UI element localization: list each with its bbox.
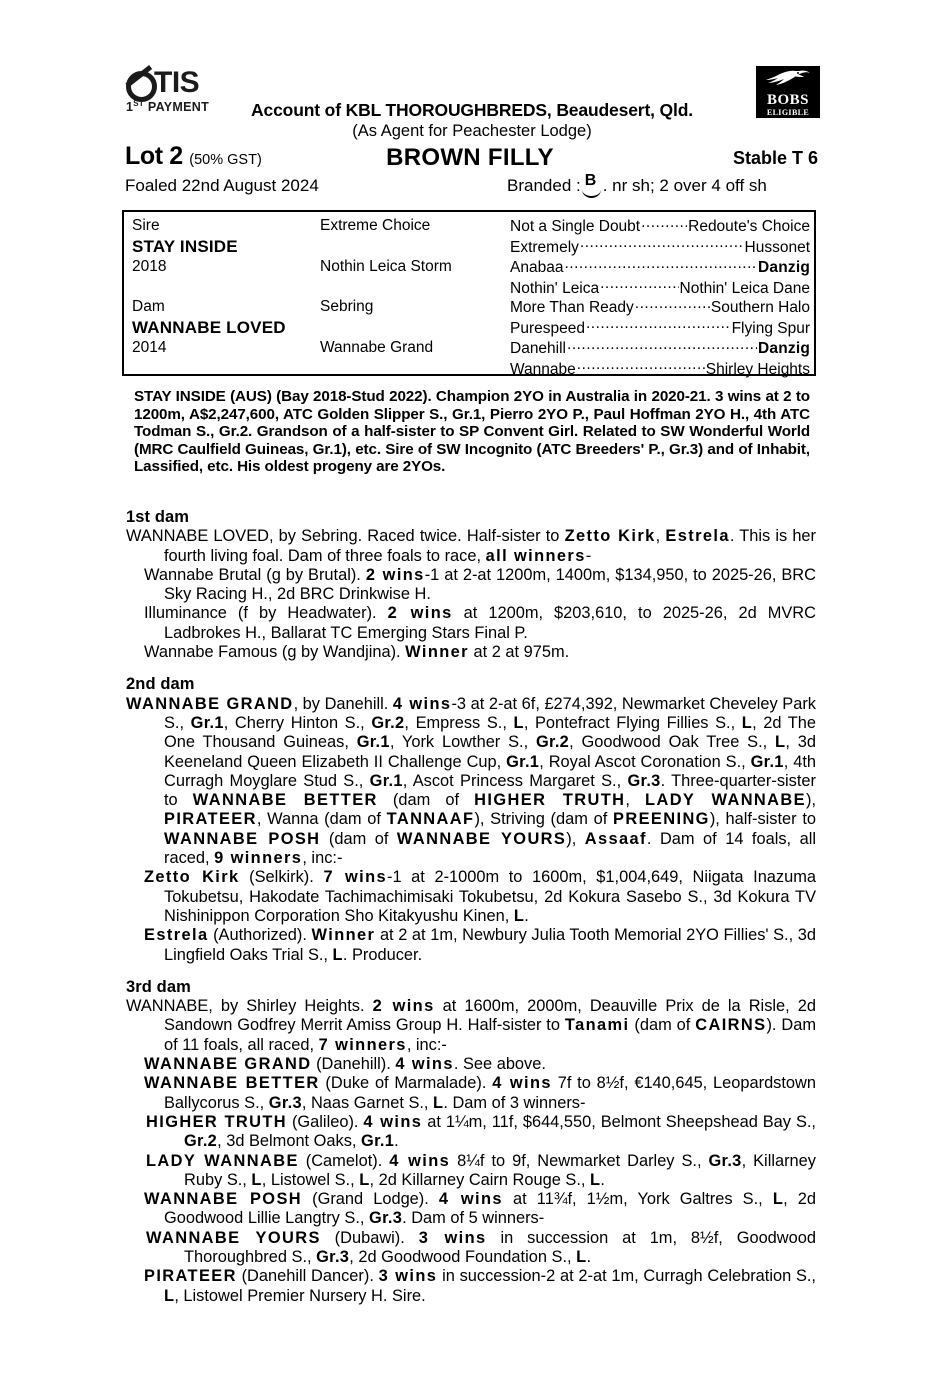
sire-name: STAY INSIDE bbox=[132, 236, 238, 256]
pedigree-leader-row: Danehill ..... Danzig bbox=[510, 338, 810, 359]
pedigree-entry: Wannabe Brutal (g by Brutal). 2 wins-1 at 2-at 1200m, 1400m, $134,950, to 2025-26, BRC Sky Racing H., 2d BRC Drinkwise H. bbox=[144, 565, 816, 604]
pedigree-entry: WANNABE LOVED, by Sebring. Raced twice. Half-sister to Zetto Kirk, Estrela. This is her fourth living foal. Dam of three foals to race, all winners- bbox=[126, 527, 817, 565]
sire-role-label: Sire bbox=[132, 217, 160, 234]
pedigree-dam-block bbox=[124, 293, 814, 378]
pedigree-sire-column-2 bbox=[320, 216, 506, 278]
pedigree-leader-row: More Than Ready ..... Southern Halo bbox=[510, 297, 810, 318]
pedigree-entry: PIRATEER (Danehill Dancer). 3 wins in succession-2 at 2-at 1m, Curragh Celebration S., L, Listowel Premier Nursery H. Sire. bbox=[144, 1267, 816, 1305]
lot-row bbox=[122, 142, 818, 176]
pedigree-entry: WANNABE POSH (Grand Lodge). 4 wins at 11¾f, 1½m, York Galtres S., L, 2d Goodwood Lillie Langtry S., Gr.3. Dam of 5 winners- bbox=[144, 1190, 816, 1228]
foaled-branded-row bbox=[122, 172, 818, 202]
lot-gst-note: (50% GST) bbox=[189, 152, 262, 168]
dam-of-sire: Nothin Leica Storm bbox=[320, 258, 452, 275]
sire-year: 2018 bbox=[132, 258, 167, 275]
pedigree-body bbox=[126, 508, 816, 1306]
dam-of-dam: Wannabe Grand bbox=[320, 339, 434, 356]
stable-label: Stable T 6 bbox=[732, 148, 818, 168]
pedigree-entry: WANNABE, by Shirley Heights. 2 wins at 1600m, 2000m, Deauville Prix de la Risle, 2d Sandown Godfrey Merrit Amiss Group H. Half-sister to Tanami (dam of CAIRNS). Dam of 11 foals, all raced, 7 winners, inc:- bbox=[126, 997, 816, 1054]
bobs-eligible-text: ELIGIBLE bbox=[766, 108, 810, 117]
dot-leader bbox=[641, 216, 687, 231]
agent-line: (As Agent for Peachester Lodge) bbox=[352, 122, 592, 140]
dot-leader bbox=[564, 257, 757, 272]
pedigree-dam-column-2 bbox=[320, 297, 506, 359]
dam-role-label: Dam bbox=[132, 298, 165, 315]
dam-heading: 2nd dam bbox=[126, 675, 195, 694]
pedigree-dam-column-1 bbox=[132, 297, 318, 359]
pedigree-leader-row: Not a Single Doubt ..... Redoute's Choice bbox=[510, 216, 810, 237]
otis-logo-subtitle: 1ST PAYMENT bbox=[126, 99, 210, 115]
pedigree-entry: Illuminance (f by Headwater). 2 wins at 1200m, $203,610, to 2025-26, 2d MVRC Ladbrokes H., Ballarat TC Emerging Stars Final P. bbox=[144, 604, 816, 642]
pedigree-entry: WANNABE GRAND (Danehill). 4 wins. See above. bbox=[144, 1055, 546, 1074]
dot-leader bbox=[567, 338, 757, 353]
horse-head-icon bbox=[765, 69, 811, 88]
page-header bbox=[122, 62, 818, 197]
account-line: Account of KBL THOROUGHBREDS, Beaudesert, Qld. bbox=[251, 100, 693, 120]
pedigree-leader-row: Anabaa ..... Danzig bbox=[510, 257, 810, 278]
pedigree-leader-row: Nothin' Leica ..... Nothin' Leica Dane bbox=[510, 278, 810, 299]
pedigree-sire-column-1 bbox=[132, 216, 318, 278]
page-title: BROWN FILLY bbox=[386, 144, 554, 171]
pedigree-table bbox=[122, 210, 816, 376]
pedigree-entry: Zetto Kirk (Selkirk). 7 wins-1 at 2-1000m to 1600m, $1,004,649, Niigata Inazuma Tokubetsu, Hakodate Tachimachimisaki Tokubetsu, 2d Kokura Sasebo S., 3d Kokura TV Nishinippon Corporation Sho Kitakyushu Kinen, L. bbox=[144, 868, 817, 925]
branded-prefix: Branded : bbox=[507, 176, 581, 195]
pedigree-leader-row: Wannabe ..... Shirley Heights bbox=[510, 359, 810, 380]
pedigree-sire-block bbox=[124, 212, 814, 297]
dam-sections bbox=[126, 508, 816, 1306]
sire-of-sire: Extreme Choice bbox=[320, 217, 431, 234]
pedigree-dam-column-3 bbox=[510, 297, 810, 379]
pedigree-leader-row: Purespeed ..... Flying Spur bbox=[510, 318, 810, 339]
foaled-date: Foaled 22nd August 2024 bbox=[125, 176, 319, 195]
otis-wordmark bbox=[126, 68, 238, 98]
pedigree-entry: WANNABE BETTER (Duke of Marmalade). 4 wins 7f to 8½f, €140,645, Leopardstown Ballycorus S., Gr.3, Naas Garnet S., L. Dam of 3 winners- bbox=[144, 1074, 816, 1112]
pedigree-entry: WANNABE GRAND, by Danehill. 4 wins-3 at 2-at 6f, £274,392, Newmarket Cheveley Park S., Gr.1, Cherry Hinton S., Gr.2, Empress S., L, Pontefract Flying Fillies S., L, 2d The One Thousand Guineas, Gr.1, York Lowther S., Gr.2, Goodwood Oak Tree S., L, 3d Keeneland Queen Elizabeth II Challenge Cup, Gr.1, Royal Ascot Coronation S., Gr.1, 4th Curragh Moyglare Stud S., Gr.1, Ascot Princess Margaret S., Gr.3. Three-quarter-sister to WANNABE BETTER (dam of HIGHER TRUTH, LADY WANNABE), PIRATEER, Wanna (dam of TANNAAF), Striving (dam of PREENING), half-sister to WANNABE POSH (dam of WANNABE YOURS), Assaaf. Dam of 14 foals, all raced, 9 winners, inc:- bbox=[126, 694, 817, 868]
dot-leader bbox=[635, 297, 710, 312]
pedigree-entry: WANNABE YOURS (Dubawi). 3 wins in succession at 1m, 8½f, Goodwood Thoroughbred S., Gr.3, 2d Goodwood Foundation S., L. bbox=[146, 1228, 816, 1266]
dot-leader bbox=[586, 318, 731, 333]
dot-leader bbox=[600, 278, 678, 293]
branded-description bbox=[507, 172, 767, 196]
sire-summary-paragraph: STAY INSIDE (AUS) (Bay 2018-Stud 2022). Champion 2YO in Australia in 2020-21. 3 wins at 2 to 1200m, A$2,247,600, ATC Golden Slipper S., Gr.1, Pierro 2YO P., Paul Hoffman 2YO H., 4th ATC Todman S., Gr.2. Grandson of a half-sister to SP Convent Girl. Related to SW Wonderful World (MRC Caulfield Guineas, Gr.1), etc. Sire of SW Incognito (ATC Breeders' P., Gr.3) and of Inhabit, Lassified, etc. His oldest progeny are 2YOs. bbox=[134, 388, 810, 476]
dot-leader bbox=[577, 359, 705, 374]
pedigree-sire-column-3 bbox=[510, 216, 810, 298]
dam-heading: 1st dam bbox=[126, 508, 190, 526]
pedigree-leader-row: Extremely ..... Hussonet bbox=[510, 237, 810, 258]
dam-name: WANNABE LOVED bbox=[132, 317, 286, 337]
lot-number-text: Lot 2 bbox=[125, 142, 183, 170]
otis-o-icon bbox=[126, 71, 153, 96]
bobs-eligible-badge bbox=[756, 66, 820, 118]
otis-logo-text: TIS bbox=[154, 66, 200, 99]
pedigree-entry: HIGHER TRUTH (Galileo). 4 wins at 1¼m, 11f, $644,550, Belmont Sheepshead Bay S., Gr.2, 3d Belmont Oaks, Gr.1. bbox=[146, 1112, 816, 1151]
dam-year: 2014 bbox=[132, 339, 167, 356]
dam-heading: 3rd dam bbox=[126, 977, 191, 996]
pedigree-entry: Wannabe Famous (g by Wandjina). Winner at 2 at 975m. bbox=[144, 643, 570, 662]
brand-mark-icon: B bbox=[582, 177, 602, 195]
pedigree-entry: Estrela (Authorized). Winner at 2 at 1m, Newbury Julia Tooth Memorial 2YO Fillies' S., 3d Lingfield Oaks Trial S., L. Producer. bbox=[144, 926, 816, 964]
bobs-logo-text: BOBS bbox=[766, 92, 810, 108]
dot-leader bbox=[580, 237, 744, 252]
branded-suffix: . nr sh; 2 over 4 off sh bbox=[602, 176, 767, 195]
pedigree-entry: LADY WANNABE (Camelot). 4 wins 8¼f to 9f, Newmarket Darley S., Gr.3, Killarney Ruby S., L, Listowel S., L, 2d Killarney Cairn Rouge S., L. bbox=[146, 1151, 816, 1189]
sire-of-dam: Sebring bbox=[320, 298, 374, 315]
